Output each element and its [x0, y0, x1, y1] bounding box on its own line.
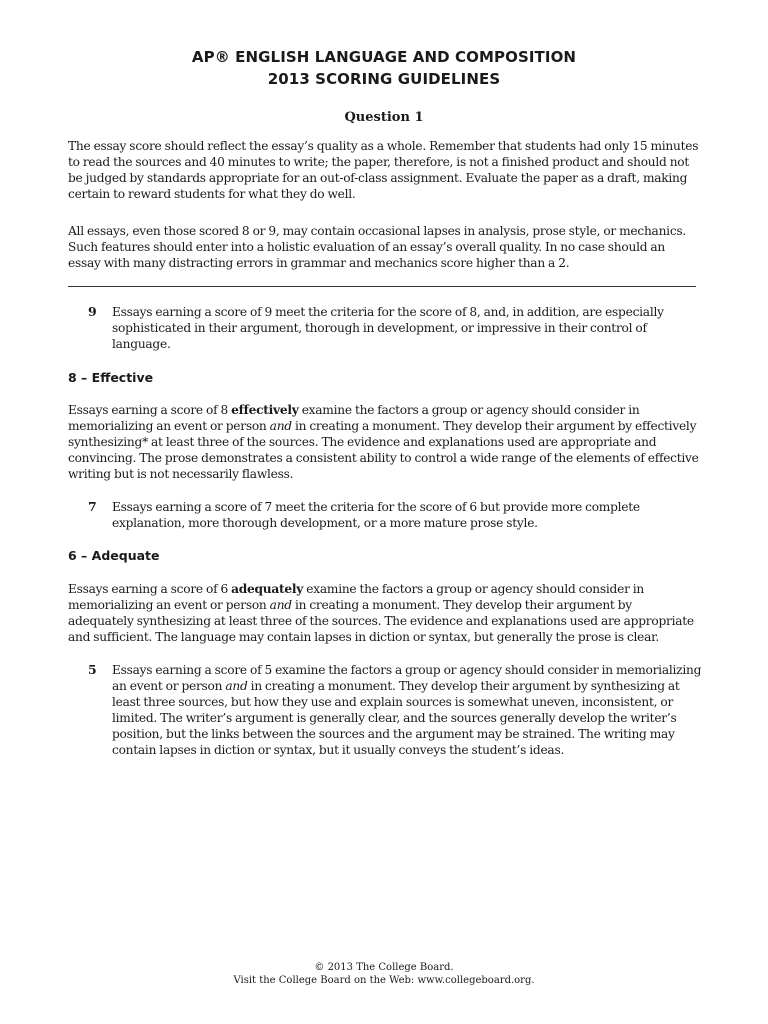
copyright-line: © 2013 The College Board.	[314, 962, 454, 973]
text-run: in creating a monument. They develop their argument by synthesizing at least three sources, but how they use and explain sources is somewhat uneven, inconsistent, or limited. The writer’s argument is generally clear, and the sources generally develop the writer’s position, but the links between the sources and the argument may be strained. The writing may contain lapses in diction or syntax, but it usually conveys the student’s ideas.	[112, 679, 680, 757]
score-number: 7	[88, 499, 97, 514]
score-6-heading: 6 – Adequate	[68, 548, 160, 563]
score-number: 9	[88, 304, 97, 319]
emphasis-bold: effectively	[231, 403, 299, 417]
section-divider	[68, 286, 696, 287]
score-8-heading: 8 – Effective	[68, 370, 154, 385]
emphasis-italic: and	[225, 679, 248, 693]
score-8-paragraph	[68, 402, 700, 482]
text-run: examine the factors a group or agency should consider in memorializing an event or person	[68, 403, 640, 433]
score-description: Essays earning a score of 9 meet the criteria for the score of 8, and, in addition, are especially sophisticated in their argument, thorough in development, or impressive in their control of language.	[112, 305, 664, 351]
text-run: examine the factors a group or agency should consider in memorializing an event or person	[68, 582, 645, 612]
emphasis-italic: and	[269, 598, 292, 612]
score-number: 5	[88, 662, 97, 677]
intro-paragraph-2: All essays, even those scored 8 or 9, may contain occasional lapses in analysis, prose style, or mechanics. Such features should enter into a holistic evaluation of an essay’s overall quality. In no case should an essay with many distracting errors in grammar and mechanics score higher than a 2.	[68, 224, 687, 270]
website-line: Visit the College Board on the Web: www.collegeboard.org.	[233, 975, 535, 986]
score-6-paragraph	[68, 581, 700, 645]
page-title-line1: AP® ENGLISH LANGUAGE AND COMPOSITION	[191, 48, 577, 66]
emphasis-bold: adequately	[231, 582, 304, 596]
text-run: in creating a monument. They develop their argument by effectively synthesizing* at least three of the sources. The evidence and explanations used are appropriate and convincing. The prose demonstrates a consistent ability to control a wide range of the elements of effective writing but is not necessarily flawless.	[68, 419, 699, 481]
emphasis-italic: and	[269, 419, 292, 433]
text-run: Essays earning a score of 5 examine the factors a group or agency should consider in memorializing an event or person	[112, 663, 702, 693]
text-run: Essays earning a score of 8	[68, 403, 232, 417]
score-description	[112, 662, 702, 758]
score-description: Essays earning a score of 7 meet the criteria for the score of 6 but provide more complete explanation, more thorough development, or a more mature prose style.	[112, 500, 640, 530]
intro-paragraph-1: The essay score should reflect the essay’s quality as a whole. Remember that students had only 15 minutes to read the sources and 40 minutes to write; the paper, therefore, is not a finished product and should not be judged by standards appropriate for an out-of-class assignment. Evaluate the paper as a draft, making certain to reward students for what they do well.	[68, 139, 699, 201]
page-title-line2: 2013 SCORING GUIDELINES	[267, 70, 501, 88]
text-run: in creating a monument. They develop their argument by adequately synthesizing at least three of the sources. The evidence and explanations used are appropriate and sufficient. The language may contain lapses in diction or syntax, but generally the prose is clear.	[68, 598, 694, 644]
page-footer	[0, 961, 768, 987]
question-heading: Question 1	[344, 110, 424, 125]
text-run: Essays earning a score of 6	[68, 582, 232, 596]
